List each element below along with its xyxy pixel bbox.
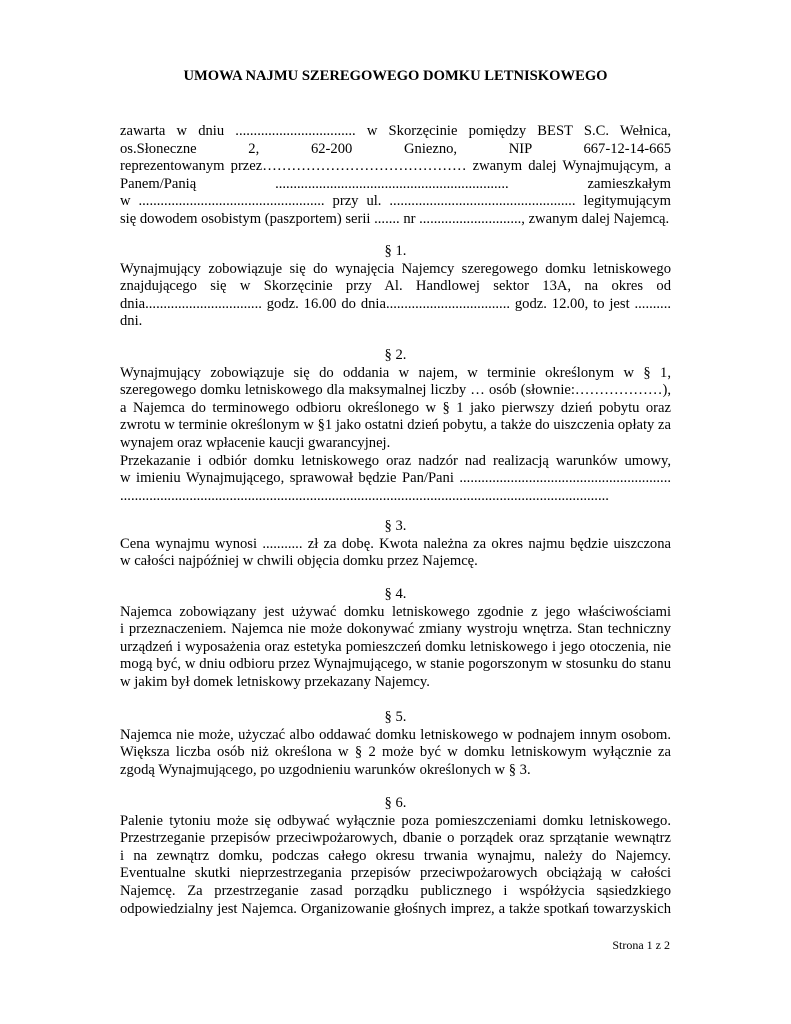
section-heading: § 4. xyxy=(384,586,407,602)
text-line: os.Słoneczne 2, 62-200 Gniezno, NIP 667-12-14-665 xyxy=(120,140,671,157)
text-line: w całości najpóźniej w chwili objęcia domku przez Najemcę. xyxy=(120,553,478,570)
section-heading: § 2. xyxy=(384,347,407,363)
text-line: zwrotu w terminie określonym w §1 jako ostatni dzień pobytu, a także do uiszczenia opłaty za xyxy=(120,417,671,434)
text-line: w ................................................... przy ul. ................................................... legitymującym xyxy=(120,193,671,210)
text-line: w imieniu Wynajmującego, sprawował będzie Pan/Pani .......................................................... xyxy=(120,470,671,487)
text-line: zawarta w dniu ................................. w Skorzęcinie pomiędzy BEST S.C. Wełnica, xyxy=(120,123,671,139)
section-heading: § 5. xyxy=(384,709,407,725)
section-4 xyxy=(120,586,671,692)
section-1 xyxy=(120,243,671,331)
text-line: się dowodem osobistym (paszportem) serii ....... nr ............................, zwanym dalej Najemcą. xyxy=(120,210,670,227)
text-line: a Najemca do terminowego odbioru określonego w § 1 jako pierwszy dzień pobytu oraz xyxy=(120,399,671,416)
section-5 xyxy=(120,709,671,779)
text-line: ...................................................................................................................................... xyxy=(120,487,609,504)
text-line: Najemca zobowiązany jest używać domku letniskowego zgodnie z jego właściwościami xyxy=(120,603,671,620)
document-title: UMOWA NAJMU SZEREGOWEGO DOMKU LETNISKOWEGO xyxy=(183,68,608,84)
text-line: Najemca nie może, użyczać albo oddawać domku letniskowego w podnajem innym osobom. xyxy=(120,726,671,743)
section-6 xyxy=(120,795,671,918)
section-heading: § 6. xyxy=(384,795,407,811)
text-line: i przeznaczeniem. Najemca nie może dokonywać zmiany wystroju wnętrza. Stan techniczny xyxy=(120,621,671,638)
text-line: Cena wynajmu wynosi ........... zł za dobę. Kwota należna za okres najmu będzie uiszczona xyxy=(120,535,671,552)
text-line: dnia................................ godz. 16.00 do dnia.................................. godz. 12.00, to jest .......... xyxy=(120,295,671,312)
text-line: reprezentowanym przez…………………………………… zwanym dalej Wynajmującym, a xyxy=(120,158,671,175)
section-heading: § 1. xyxy=(384,243,407,259)
text-line: Panem/Panią ................................................................ zamieszkałym xyxy=(120,175,671,192)
text-line: Najemcę. Za przestrzeganie zasad porządku publicznego i współżycia sąsiedzkiego xyxy=(120,882,671,899)
text-line: odpowiedzialny jest Najemca. Organizowanie głośnych imprez, a także spotkań towarzyskich xyxy=(120,900,671,917)
text-line: znajdującego się w Skorzęcinie przy Al. Handlowej sektor 13A, na okres od xyxy=(120,278,671,295)
intro-paragraph xyxy=(120,123,671,229)
section-2 xyxy=(120,347,671,505)
text-line: Eventualne skutki nieprzestrzegania przepisów przeciwpożarowych obciążają w całości xyxy=(120,865,671,882)
section-heading: § 3. xyxy=(384,518,407,534)
text-line: urządzeń i wyposażenia oraz estetyka pomieszczeń domku letniskowego i jego otoczenia, nie xyxy=(120,638,671,655)
section-3 xyxy=(120,518,671,571)
text-line: i na zewnątrz domku, podczas całego okresu trwania wynajmu, należy do Najemcy. xyxy=(120,847,671,864)
text-line: Przestrzeganie przepisów przeciwpożarowych, dbanie o porządek oraz sprzątanie wewnątrz xyxy=(120,830,671,847)
text-line: Wynajmujący zobowiązuje się do oddania w najem, w terminie określonym w § 1, xyxy=(120,364,671,381)
text-line: szeregowego domku letniskowego dla maksymalnej liczby … osób (słownie:………………), xyxy=(120,382,671,399)
text-line: Przekazanie i odbiór domku letniskowego oraz nadzór nad realizacją warunków umowy, xyxy=(120,452,671,469)
text-line: w jakim był domek letniskowy przekazany Najemcy. xyxy=(120,673,430,690)
page-number: Strona 1 z 2 xyxy=(612,938,670,952)
text-line: wynajem oraz wpłacenie kaucji gwarancyjnej. xyxy=(120,434,391,451)
text-line: Wynajmujący zobowiązuje się do wynajęcia Najemcy szeregowego domku letniskowego xyxy=(120,260,671,277)
text-line: mogą być, w dniu odbioru przez Wynajmującego, w stanie pogorszonym w stosunku do stanu xyxy=(120,656,671,673)
text-line: zgodą Wynajmującego, po uzgodnieniu warunków określonych w § 3. xyxy=(120,761,531,778)
text-line: Większa liczba osób niż określona w § 2 może być w domku letniskowym wyłącznie za xyxy=(120,744,671,761)
text-line: dni. xyxy=(120,313,143,330)
text-line: Palenie tytoniu może się odbywać wyłącznie poza pomieszczeniami domku letniskowego. xyxy=(120,812,671,829)
